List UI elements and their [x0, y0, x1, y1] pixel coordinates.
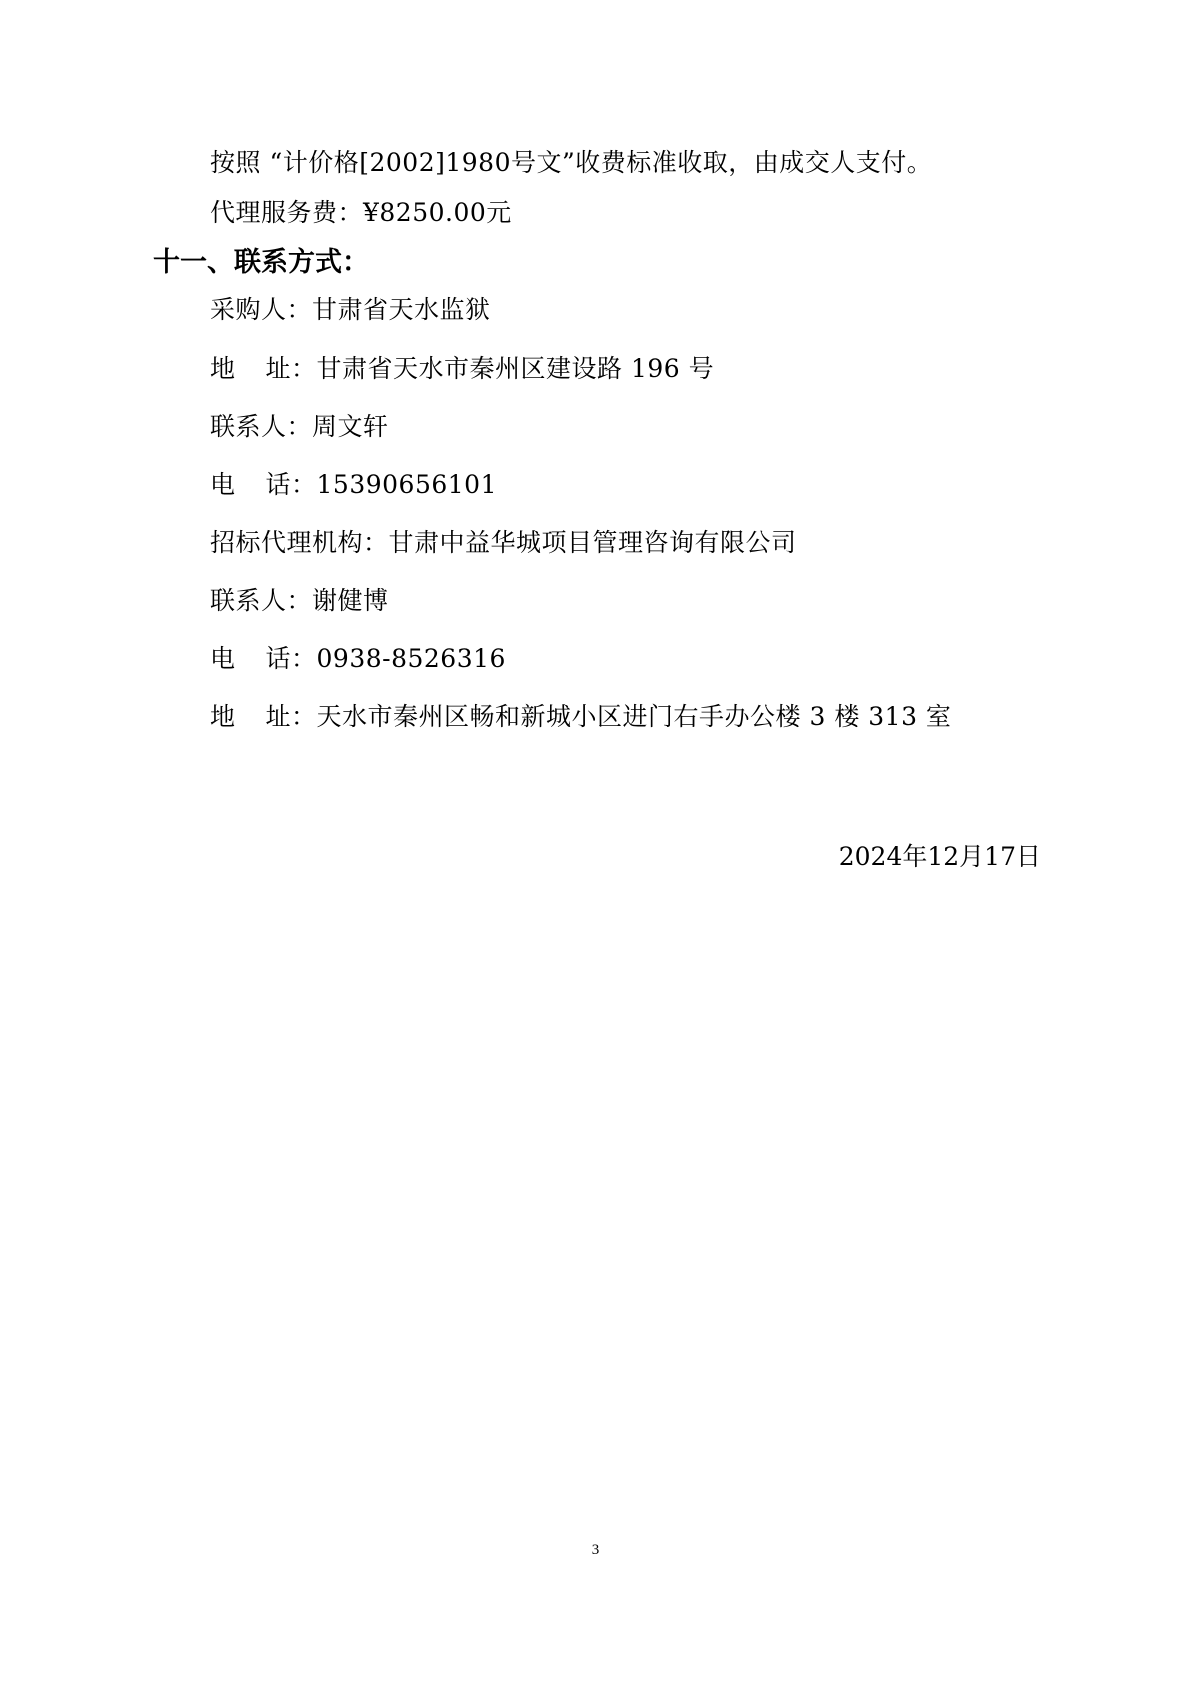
agency-contact-line: 联系人：谢健博 [210, 586, 389, 615]
agency-phone-label-start: 电 [210, 644, 236, 673]
document-date: 2024年12月17日 [838, 842, 1041, 871]
purchaser-address-label-start: 地 [210, 354, 236, 383]
agency-address-value: 址：天水市秦州区畅和新城小区进门右手办公楼 3 楼 313 室 [265, 702, 952, 731]
agency-address-label-start: 地 [210, 702, 236, 731]
page-number: 3 [591, 1542, 600, 1558]
agency-line: 招标代理机构：甘肃中益华城项目管理咨询有限公司 [210, 528, 797, 557]
agency-phone-line [210, 642, 506, 676]
purchaser-phone-value: 话：15390656101 [265, 470, 497, 499]
agency-address-line [210, 700, 951, 734]
purchaser-phone-label-start: 电 [210, 470, 236, 499]
contact-section-heading: 十一、联系方式： [153, 247, 369, 278]
fee-amount-text: 代理服务费：¥8250.00元 [210, 198, 512, 227]
agency-phone-value: 话：0938-8526316 [265, 644, 506, 673]
purchaser-line: 采购人：甘肃省天水监狱 [210, 295, 491, 324]
fee-standard-text: 按照 “计价格[2002]1980号文”收费标准收取，由成交人支付。 [210, 148, 933, 177]
purchaser-contact-line: 联系人：周文轩 [210, 412, 389, 441]
purchaser-address-line [210, 352, 714, 386]
purchaser-address-value: 址：甘肃省天水市秦州区建设路 196 号 [265, 354, 715, 383]
purchaser-phone-line [210, 468, 497, 502]
